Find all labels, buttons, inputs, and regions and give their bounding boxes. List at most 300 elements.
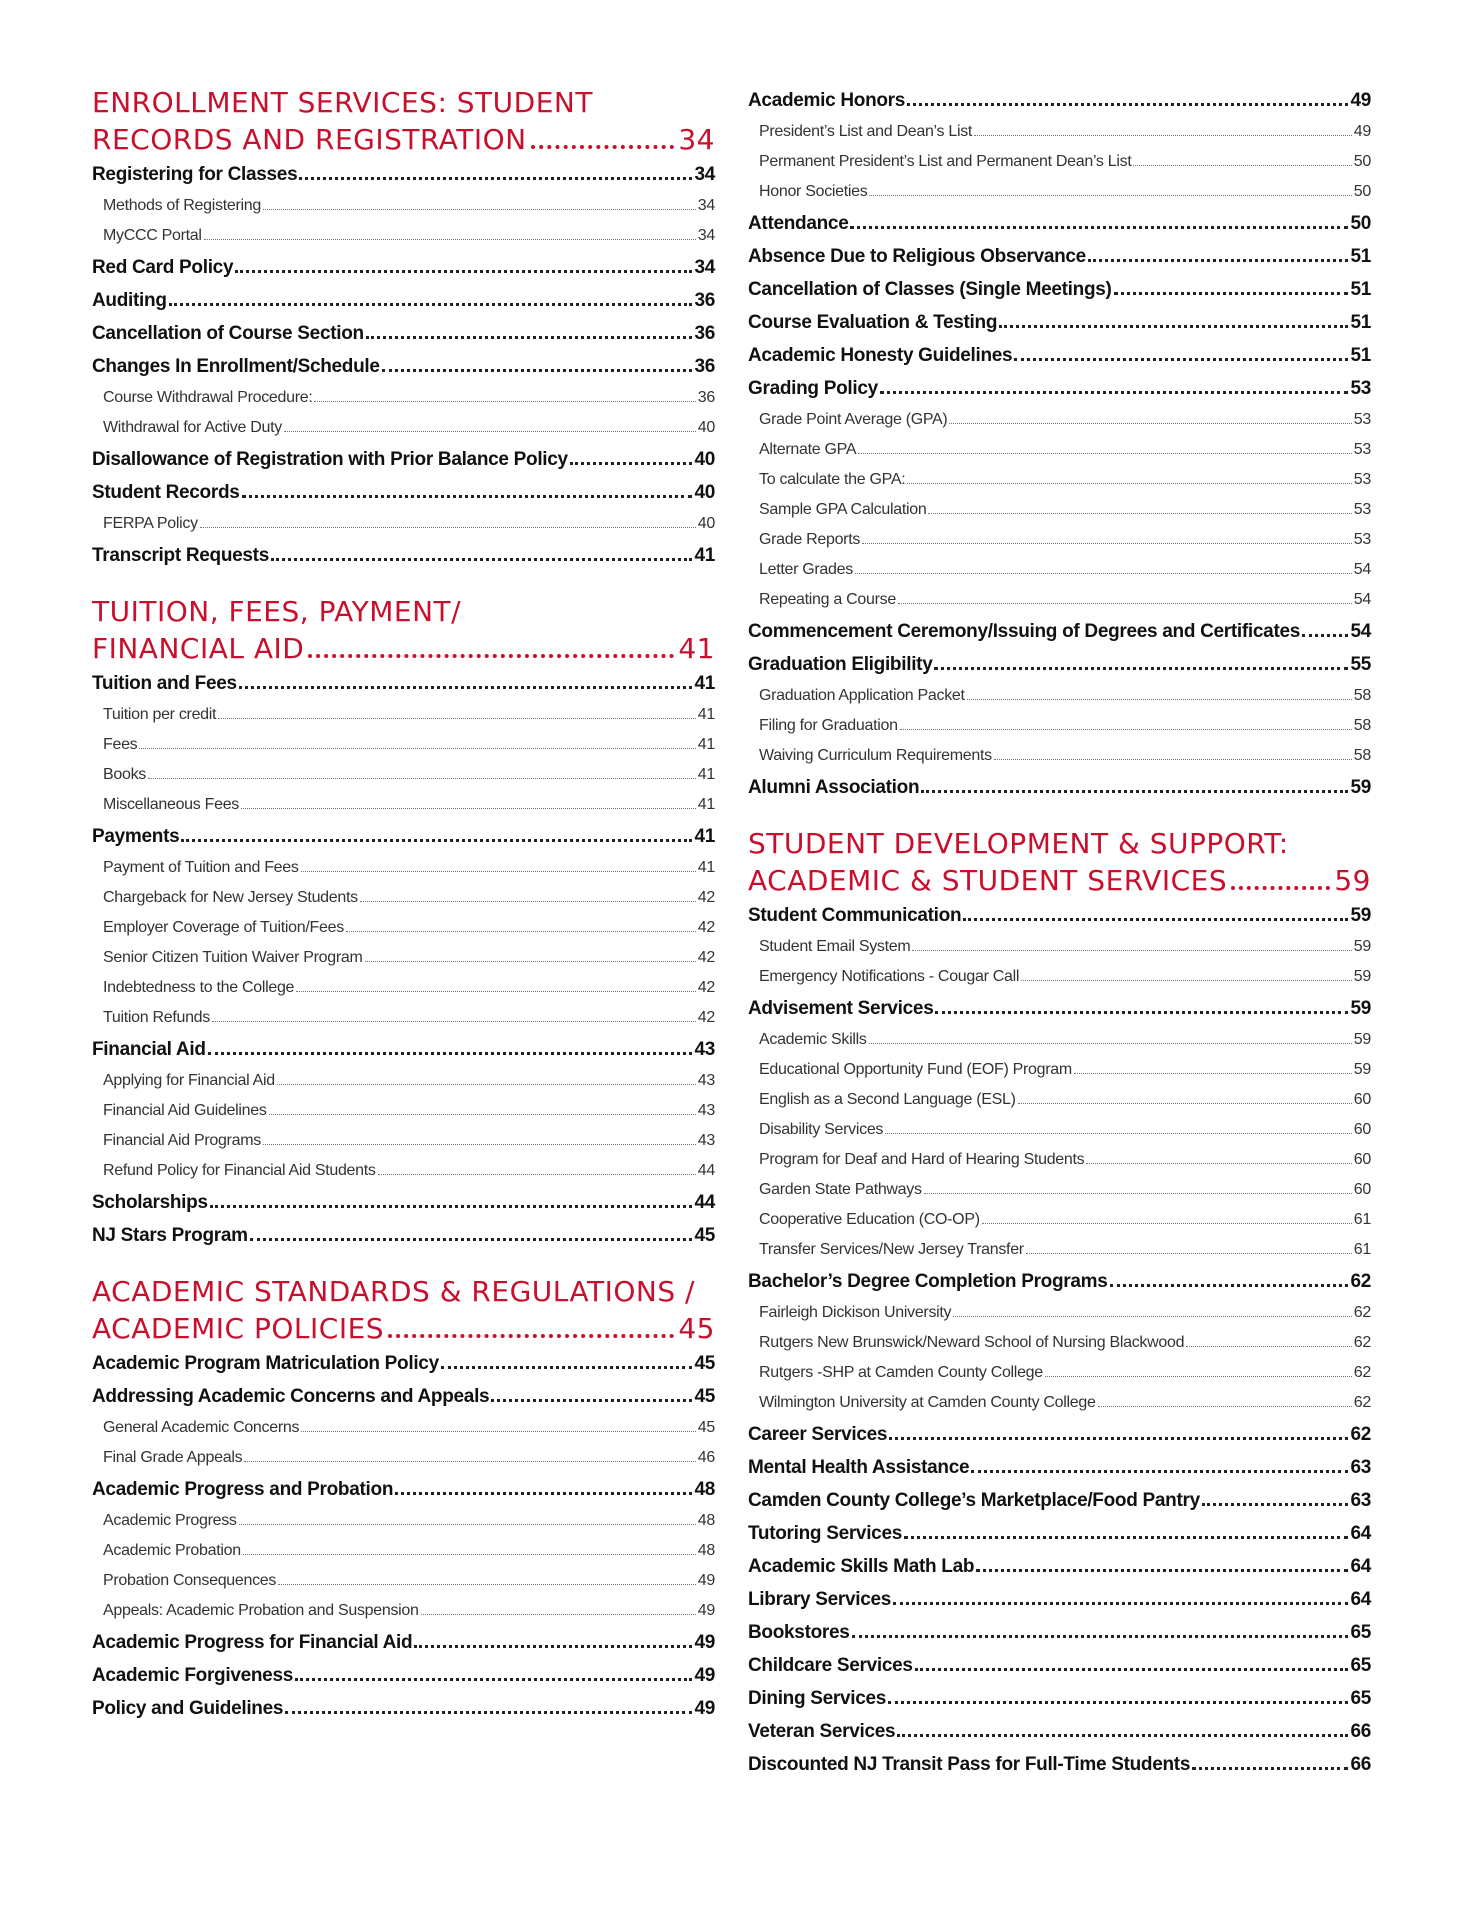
entry-page-number: 49 (694, 1698, 715, 1719)
entry-title: Course Evaluation & Testing (748, 312, 998, 333)
toc-subentry[interactable] (748, 962, 1371, 992)
entry-title: Addressing Academic Concerns and Appeals (92, 1386, 490, 1407)
entry-page-number: 36 (694, 290, 715, 311)
dot-leader (271, 558, 692, 561)
toc-entry[interactable] (92, 1186, 715, 1219)
dot-leader (935, 1011, 1348, 1014)
toc-subentry[interactable] (748, 741, 1371, 771)
toc-subentry[interactable] (92, 191, 715, 221)
toc-subentry[interactable] (92, 1003, 715, 1033)
entry-page-number: 49 (1353, 123, 1371, 140)
toc-subentry[interactable] (92, 221, 715, 251)
entry-title: Cancellation of Classes (Single Meetings) (748, 279, 1112, 300)
entry-title: Graduation Eligibility (748, 654, 933, 675)
entry-page-number: 63 (1350, 1490, 1371, 1511)
toc-subentry[interactable] (92, 1566, 715, 1596)
toc-subentry[interactable] (748, 555, 1371, 585)
toc-entry[interactable] (92, 284, 715, 317)
toc-subentry[interactable] (92, 383, 715, 413)
toc-subentry[interactable] (92, 700, 715, 730)
dot-leader (915, 1668, 1349, 1671)
toc-subentry[interactable] (92, 1443, 715, 1473)
entry-title: Withdrawal for Active Duty (103, 419, 282, 436)
dot-leader (971, 1470, 1348, 1473)
section-page-number: 41 (678, 632, 715, 665)
entry-page-number: 45 (694, 1353, 715, 1374)
dot-leader (1110, 1284, 1349, 1287)
toc-entry[interactable] (92, 539, 715, 572)
entry-page-number: 42 (697, 889, 715, 906)
entry-page-number: 51 (1350, 279, 1371, 300)
entry-page-number: 60 (1353, 1091, 1371, 1108)
entry-title: Student Email System (759, 938, 911, 955)
toc-subentry[interactable] (748, 1085, 1371, 1115)
entry-page-number: 53 (1353, 471, 1371, 488)
dot-leader (441, 1366, 693, 1369)
toc-entry[interactable] (92, 1473, 715, 1506)
entry-title: Final Grade Appeals (103, 1449, 243, 1466)
section-heading-line (92, 121, 715, 158)
entry-page-number: 41 (697, 859, 715, 876)
toc-entry[interactable] (92, 1219, 715, 1252)
entry-title: Letter Grades (759, 561, 853, 578)
toc-subentry[interactable] (748, 1388, 1371, 1418)
entry-title: Academic Progress and Probation (92, 1479, 394, 1500)
entry-page-number: 58 (1353, 747, 1371, 764)
toc-entry[interactable] (748, 992, 1371, 1025)
dot-leader (421, 1614, 696, 1615)
toc-entry[interactable] (92, 1347, 715, 1380)
dot-leader (235, 270, 692, 273)
toc-subentry[interactable] (92, 853, 715, 883)
entry-page-number: 60 (1353, 1151, 1371, 1168)
toc-subentry[interactable] (92, 1596, 715, 1626)
entry-title: Filing for Graduation (759, 717, 898, 734)
toc-entry[interactable] (748, 84, 1371, 117)
section-heading (748, 825, 1371, 899)
entry-title: Camden County College’s Marketplace/Food Pantry (748, 1490, 1200, 1511)
toc-subentry[interactable] (92, 1156, 715, 1186)
entry-page-number: 48 (697, 1512, 715, 1529)
toc-entry[interactable] (92, 251, 715, 284)
entry-title: Alumni Association (748, 777, 920, 798)
dot-leader (295, 1678, 692, 1681)
entry-title: Academic Honors (748, 90, 906, 111)
entry-title: Indebtedness to the College (103, 979, 295, 996)
entry-page-number: 53 (1350, 378, 1371, 399)
toc-subentry[interactable] (92, 413, 715, 443)
dot-leader (301, 871, 696, 872)
entry-title: Advisement Services (748, 998, 934, 1019)
entry-page-number: 44 (694, 1192, 715, 1213)
entry-title: Payments (92, 826, 180, 847)
section-page-number: 45 (678, 1312, 715, 1345)
section-heading-text: STUDENT DEVELOPMENT & SUPPORT: (748, 827, 1289, 860)
entry-title: Permanent President’s List and Permanent Dean’s List (759, 153, 1132, 170)
dot-leader (963, 918, 1348, 921)
dot-leader (924, 1193, 1352, 1194)
entry-page-number: 42 (697, 919, 715, 936)
entry-title: Wilmington University at Camden County College (759, 1394, 1096, 1411)
toc-subentry[interactable] (92, 883, 715, 913)
section-page-number: 34 (678, 123, 715, 156)
section-gap (748, 804, 1371, 825)
entry-page-number: 59 (1353, 968, 1371, 985)
entry-title: MyCCC Portal (103, 227, 202, 244)
entry-title: Transcript Requests (92, 545, 269, 566)
entry-page-number: 59 (1353, 1031, 1371, 1048)
toc-subentry[interactable] (748, 465, 1371, 495)
entry-page-number: 51 (1350, 345, 1371, 366)
entry-page-number: 59 (1353, 938, 1371, 955)
entry-title: Honor Societies (759, 183, 868, 200)
entry-page-number: 60 (1353, 1121, 1371, 1138)
toc-subentry[interactable] (92, 1066, 715, 1096)
dot-leader (1231, 886, 1330, 890)
entry-title: Grade Point Average (GPA) (759, 411, 948, 428)
entry-title: General Academic Concerns (103, 1419, 300, 1436)
entry-title: Financial Aid (92, 1039, 206, 1060)
toc-subentry[interactable] (748, 1358, 1371, 1388)
toc-subentry[interactable] (92, 1413, 715, 1443)
entry-page-number: 41 (697, 796, 715, 813)
toc-entry[interactable] (748, 1550, 1371, 1583)
dot-leader (314, 401, 695, 402)
dot-leader (388, 1334, 674, 1338)
dot-leader (974, 135, 1352, 136)
toc-subentry[interactable] (748, 525, 1371, 555)
toc-subentry[interactable] (92, 1506, 715, 1536)
section-heading-line (748, 825, 1371, 862)
entry-page-number: 62 (1350, 1424, 1371, 1445)
entry-title: To calculate the GPA: (759, 471, 906, 488)
toc-entry[interactable] (748, 1748, 1371, 1781)
entry-page-number: 55 (1350, 654, 1371, 675)
entry-title: Cancellation of Course Section (92, 323, 364, 344)
toc-subentry[interactable] (748, 1298, 1371, 1328)
entry-title: Senior Citizen Tuition Waiver Program (103, 949, 363, 966)
toc-entry[interactable] (92, 1626, 715, 1659)
dot-leader (885, 1133, 1352, 1134)
entry-page-number: 36 (697, 389, 715, 406)
section-heading-text: RECORDS AND REGISTRATION (92, 123, 527, 156)
entry-title: Registering for Classes (92, 164, 298, 185)
entry-page-number: 41 (694, 826, 715, 847)
entry-title: Applying for Financial Aid (103, 1072, 275, 1089)
entry-page-number: 43 (694, 1039, 715, 1060)
entry-page-number: 59 (1350, 905, 1371, 926)
toc-entry[interactable] (748, 273, 1371, 306)
dot-leader (210, 1205, 693, 1208)
toc-entry[interactable] (748, 1715, 1371, 1748)
section-heading-text: ACADEMIC & STUDENT SERVICES (748, 864, 1228, 897)
section-heading (92, 84, 715, 158)
toc-entry[interactable] (92, 1380, 715, 1413)
entry-title: Student Records (92, 482, 240, 503)
dot-leader (893, 1602, 1348, 1605)
dot-leader (243, 1554, 696, 1555)
entry-page-number: 46 (697, 1449, 715, 1466)
dot-leader (269, 1114, 696, 1115)
dot-leader (897, 1734, 1348, 1737)
toc-entry[interactable] (748, 372, 1371, 405)
entry-title: Rutgers -SHP at Camden County College (759, 1364, 1043, 1381)
toc-entry[interactable] (92, 476, 715, 509)
dot-leader (242, 495, 693, 498)
dot-leader (239, 686, 693, 689)
dot-leader (858, 453, 1352, 454)
entry-title: Bachelor’s Degree Completion Programs (748, 1271, 1108, 1292)
toc-entry[interactable] (92, 317, 715, 350)
dot-leader (1186, 1346, 1352, 1347)
toc-entry[interactable] (748, 207, 1371, 240)
toc-entry[interactable] (92, 443, 715, 476)
entry-page-number: 43 (697, 1072, 715, 1089)
entry-title: Academic Forgiveness (92, 1665, 293, 1686)
dot-leader (976, 1569, 1348, 1572)
toc-entry[interactable] (748, 648, 1371, 681)
entry-page-number: 34 (697, 197, 715, 214)
entry-title: Career Services (748, 1424, 888, 1445)
toc-entry[interactable] (748, 306, 1371, 339)
toc-subentry[interactable] (748, 147, 1371, 177)
toc-entry[interactable] (748, 1517, 1371, 1550)
dot-leader (531, 145, 675, 149)
toc-subentry[interactable] (748, 177, 1371, 207)
entry-title: Appeals: Academic Probation and Suspension (103, 1602, 419, 1619)
toc-subentry[interactable] (748, 117, 1371, 147)
toc-subentry[interactable] (748, 1145, 1371, 1175)
entry-page-number: 51 (1350, 246, 1371, 267)
entry-page-number: 49 (694, 1632, 715, 1653)
entry-title: Academic Probation (103, 1542, 241, 1559)
entry-title: Scholarships (92, 1192, 208, 1213)
toc-subentry[interactable] (748, 1175, 1371, 1205)
entry-page-number: 59 (1350, 777, 1371, 798)
dot-leader (1302, 634, 1348, 637)
entry-page-number: 54 (1353, 561, 1371, 578)
toc-entry[interactable] (748, 1451, 1371, 1484)
toc-entry[interactable] (92, 667, 715, 700)
entry-page-number: 62 (1353, 1364, 1371, 1381)
entry-page-number: 62 (1353, 1304, 1371, 1321)
dot-leader (208, 1052, 693, 1055)
entry-title: Chargeback for New Jersey Students (103, 889, 358, 906)
toc-subentry[interactable] (748, 405, 1371, 435)
section-heading-line (92, 1310, 715, 1347)
dot-leader (862, 543, 1352, 544)
entry-title: Library Services (748, 1589, 892, 1610)
toc-entry[interactable] (92, 1659, 715, 1692)
dot-leader (239, 1524, 696, 1525)
entry-page-number: 40 (694, 482, 715, 503)
toc-subentry[interactable] (92, 1096, 715, 1126)
toc-subentry[interactable] (748, 1328, 1371, 1358)
toc-subentry[interactable] (92, 509, 715, 539)
toc-entry[interactable] (748, 1682, 1371, 1715)
toc-subentry[interactable] (92, 790, 715, 820)
dot-leader (888, 1701, 1348, 1704)
toc-entry[interactable] (748, 240, 1371, 273)
toc-entry[interactable] (748, 771, 1371, 804)
dot-leader (263, 209, 696, 210)
toc-subentry[interactable] (748, 932, 1371, 962)
entry-page-number: 50 (1353, 153, 1371, 170)
toc-entry[interactable] (748, 1265, 1371, 1298)
dot-leader (1202, 1503, 1349, 1506)
entry-title: Academic Progress for Financial Aid (92, 1632, 413, 1653)
toc-subentry[interactable] (748, 1055, 1371, 1085)
dot-leader (1018, 1103, 1352, 1104)
entry-page-number: 53 (1353, 501, 1371, 518)
toc-subentry[interactable] (748, 1025, 1371, 1055)
toc-entry[interactable] (748, 615, 1371, 648)
toc-subentry[interactable] (92, 1536, 715, 1566)
toc-entry[interactable] (748, 339, 1371, 372)
section-gap (92, 572, 715, 593)
entry-title: Policy and Guidelines (92, 1698, 284, 1719)
dot-leader (491, 1399, 692, 1402)
dot-leader (1192, 1767, 1348, 1770)
dot-leader (1088, 259, 1349, 262)
toc-subentry[interactable] (748, 495, 1371, 525)
entry-title: Tuition and Fees (92, 673, 237, 694)
dot-leader (898, 603, 1352, 604)
toc-subentry[interactable] (92, 943, 715, 973)
dot-leader (250, 1238, 693, 1241)
dot-leader (1133, 165, 1351, 166)
toc-subentry[interactable] (748, 681, 1371, 711)
entry-title: Bookstores (748, 1622, 850, 1643)
section-heading-text: FINANCIAL AID (92, 632, 305, 665)
entry-page-number: 53 (1353, 531, 1371, 548)
entry-page-number: 34 (694, 257, 715, 278)
dot-leader (277, 1084, 696, 1085)
entry-page-number: 53 (1353, 441, 1371, 458)
entry-title: Academic Progress (103, 1512, 237, 1529)
dot-leader (907, 103, 1348, 106)
toc-subentry[interactable] (92, 730, 715, 760)
toc-subentry[interactable] (748, 1205, 1371, 1235)
entry-title: Sample GPA Calculation (759, 501, 927, 518)
dot-leader (1114, 292, 1349, 295)
toc-entry[interactable] (748, 1484, 1371, 1517)
toc-entry[interactable] (748, 1616, 1371, 1649)
toc-subentry[interactable] (748, 1115, 1371, 1145)
entry-title: Employer Coverage of Tuition/Fees (103, 919, 344, 936)
toc-entry[interactable] (748, 899, 1371, 932)
entry-title: Garden State Pathways (759, 1181, 922, 1198)
dot-leader (889, 1437, 1348, 1440)
toc-entry[interactable] (92, 1692, 715, 1725)
dot-leader (999, 325, 1348, 328)
entry-page-number: 62 (1350, 1271, 1371, 1292)
dot-leader (278, 1584, 696, 1585)
entry-page-number: 59 (1350, 998, 1371, 1019)
entry-page-number: 43 (697, 1132, 715, 1149)
dot-leader (301, 1431, 696, 1432)
dot-leader (1021, 980, 1352, 981)
entry-title: Methods of Registering (103, 197, 261, 214)
section-heading-line (92, 630, 715, 667)
entry-title: Discounted NJ Transit Pass for Full-Time Students (748, 1754, 1191, 1775)
toc-entry[interactable] (92, 1033, 715, 1066)
toc-entry[interactable] (748, 1649, 1371, 1682)
toc-subentry[interactable] (92, 973, 715, 1003)
dot-leader (934, 667, 1348, 670)
entry-title: Student Communication (748, 905, 962, 926)
entry-page-number: 60 (1353, 1181, 1371, 1198)
section-heading-text: ACADEMIC STANDARDS & REGULATIONS / (92, 1275, 695, 1308)
dot-leader (299, 177, 692, 180)
toc-right-column (748, 84, 1371, 1781)
dot-leader (296, 991, 696, 992)
entry-title: Academic Skills (759, 1031, 867, 1048)
dot-leader (366, 336, 693, 339)
dot-leader (953, 1316, 1352, 1317)
section-heading (92, 593, 715, 667)
entry-page-number: 61 (1353, 1211, 1371, 1228)
entry-title: Academic Program Matriculation Policy (92, 1353, 439, 1374)
dot-leader (907, 483, 1351, 484)
entry-page-number: 64 (1350, 1556, 1371, 1577)
toc-subentry[interactable] (748, 435, 1371, 465)
entry-title: Mental Health Assistance (748, 1457, 970, 1478)
dot-leader (204, 239, 696, 240)
toc-subentry[interactable] (92, 760, 715, 790)
entry-page-number: 48 (694, 1479, 715, 1500)
toc-entry[interactable] (748, 1583, 1371, 1616)
dot-leader (169, 303, 693, 306)
dot-leader (994, 759, 1352, 760)
toc-subentry[interactable] (748, 585, 1371, 615)
entry-title: Educational Opportunity Fund (EOF) Program (759, 1061, 1072, 1078)
entry-title: Transfer Services/New Jersey Transfer (759, 1241, 1024, 1258)
toc-subentry[interactable] (748, 1235, 1371, 1265)
entry-title: Payment of Tuition and Fees (103, 859, 299, 876)
entry-page-number: 49 (1350, 90, 1371, 111)
entry-title: English as a Second Language (ESL) (759, 1091, 1016, 1108)
entry-page-number: 41 (694, 673, 715, 694)
entry-title: Fees (103, 736, 138, 753)
toc-entry[interactable] (92, 350, 715, 383)
dot-leader (263, 1144, 696, 1145)
dot-leader (285, 1711, 692, 1714)
dot-leader (139, 748, 695, 749)
toc-subentry[interactable] (748, 711, 1371, 741)
entry-title: Disability Services (759, 1121, 884, 1138)
entry-title: Graduation Application Packet (759, 687, 965, 704)
entry-page-number: 45 (694, 1225, 715, 1246)
dot-leader (241, 808, 696, 809)
entry-page-number: 49 (694, 1665, 715, 1686)
entry-page-number: 53 (1353, 411, 1371, 428)
toc-entry[interactable] (748, 1418, 1371, 1451)
entry-title: FERPA Policy (103, 515, 198, 532)
entry-page-number: 64 (1350, 1523, 1371, 1544)
toc-entry[interactable] (92, 820, 715, 853)
dot-leader (1098, 1406, 1352, 1407)
entry-page-number: 42 (697, 949, 715, 966)
dot-leader (928, 513, 1351, 514)
toc-subentry[interactable] (92, 1126, 715, 1156)
entry-title: Red Card Policy (92, 257, 234, 278)
entry-title: Miscellaneous Fees (103, 796, 239, 813)
toc-subentry[interactable] (92, 913, 715, 943)
toc-entry[interactable] (92, 158, 715, 191)
entry-title: Course Withdrawal Procedure: (103, 389, 313, 406)
entry-page-number: 36 (694, 323, 715, 344)
